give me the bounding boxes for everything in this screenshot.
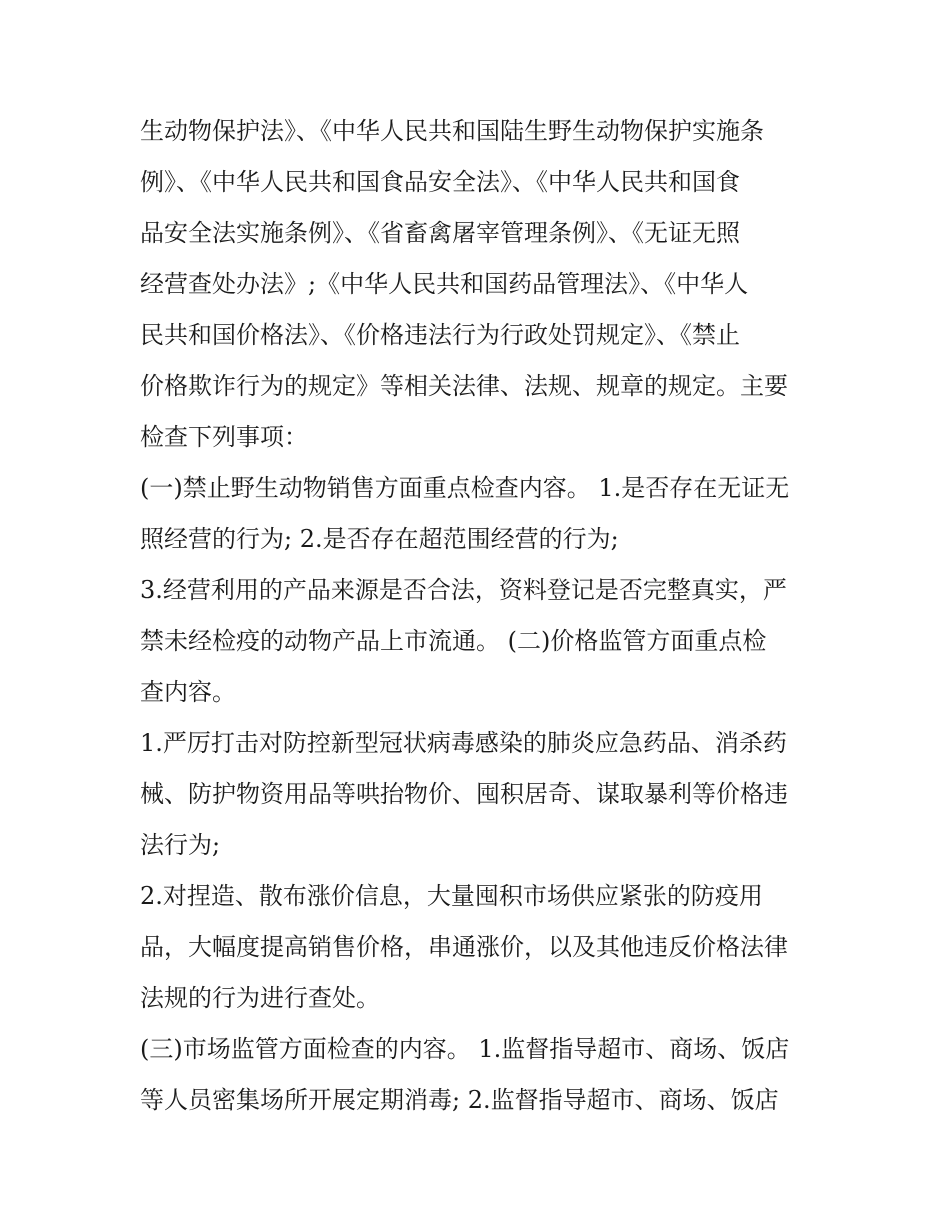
text-line: 法规的行为进行查处。 <box>140 984 380 1012</box>
text-line: 照经营的行为; 2.是否存在超范围经营的行为; <box>140 525 619 553</box>
text-line: 品安全法实施条例》、《省畜禽屠宰管理条例》、《无证无照 <box>140 219 740 247</box>
text-line: 械、防护物资用品等哄抬物价、囤积居奇、谋取暴利等价格违 <box>140 780 788 808</box>
text-line: (一)禁止野生动物销售方面重点检查内容。 1.是否存在无证无 <box>140 474 790 502</box>
text-line: 例》、《中华人民共和国食品安全法》、《中华人民共和国食 <box>140 168 740 196</box>
text-line: 禁未经检疫的动物产品上市流通。 (二)价格监管方面重点检 <box>140 627 767 655</box>
text-line: 2.对捏造、散布涨价信息，大量囤积市场供应紧张的防疫用 <box>140 882 763 910</box>
text-line: (三)市场监管方面检查的内容。 1.监督指导超市、商场、饭店 <box>140 1035 790 1063</box>
text-line: 价格欺诈行为的规定》等相关法律、法规、规章的规定。主要 <box>140 372 788 400</box>
text-line: 检查下列事项： <box>140 423 308 451</box>
body-text <box>140 106 820 1126</box>
text-line: 查内容。 <box>140 678 236 706</box>
text-line: 生动物保护法》、《中华人民共和国陆生野生动物保护实施条 <box>140 117 764 145</box>
text-line: 民共和国价格法》、《价格违法行为行政处罚规定》、《禁止 <box>140 321 740 349</box>
text-line: 法行为; <box>140 831 221 859</box>
text-line: 等人员密集场所开展定期消毒; 2.监督指导超市、商场、饭店 <box>140 1086 779 1114</box>
text-line: 3.经营利用的产品来源是否合法，资料登记是否完整真实，严 <box>140 576 787 604</box>
text-line: 经营查处办法》;《中华人民共和国药品管理法》、《中华人 <box>140 270 749 298</box>
text-line: 1.严厉打击对防控新型冠状病毒感染的肺炎应急药品、消杀药 <box>140 729 787 757</box>
text-line: 品，大幅度提高销售价格，串通涨价，以及其他违反价格法律 <box>140 933 788 961</box>
